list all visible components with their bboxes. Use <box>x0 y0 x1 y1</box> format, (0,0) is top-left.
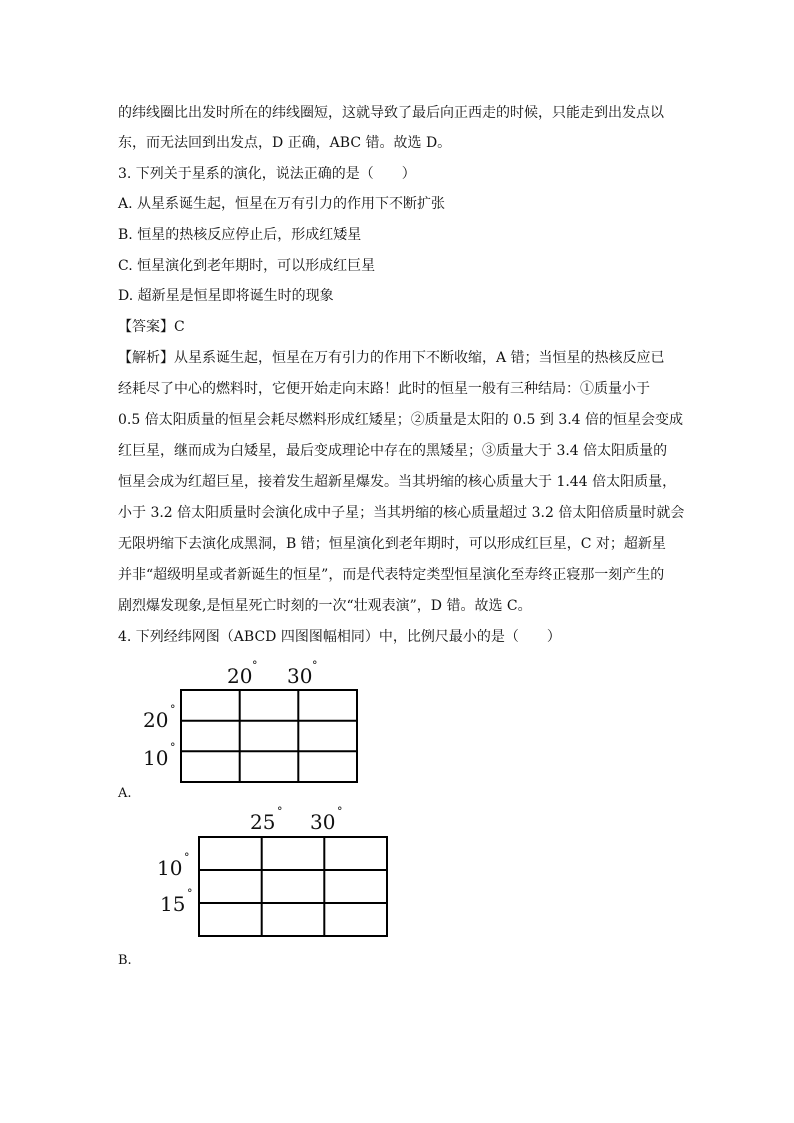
grid-a-longitude-label: 20 <box>227 664 253 688</box>
analysis-line: 恒星会成为红超巨星，接着发生超新星爆发。当其坍缩的核心质量大于 1.44 倍太阳质量， <box>118 474 677 490</box>
analysis-line: 并非“超级明星或者新诞生的恒星”，而是代表特定类型恒星演化至寿终正寝那一刻产生的 <box>118 567 665 583</box>
analysis-line: 【解析】从星系诞生起，恒星在万有引力的作用下不断收缩，A 错；当恒星的热核反应已 <box>118 350 665 366</box>
degree-symbol: ° <box>252 659 258 672</box>
option-b-label: B. <box>118 953 132 968</box>
analysis-line: 小于 3.2 倍太阳质量时会演化成中子星；当其坍缩的核心质量超过 3.2 倍太阳倍质量时就会 <box>118 505 685 521</box>
grid-a-latitude-label: 10 <box>143 746 169 770</box>
question-3: 3. 下列关于星系的演化，说法正确的是（ ） <box>118 166 416 182</box>
grid-b-longitude-label: 30 <box>310 810 336 834</box>
degree-symbol: ° <box>312 659 318 672</box>
option-c: C. 恒星演化到老年期时，可以形成红巨星 <box>118 258 376 274</box>
grid-b-border <box>199 837 387 936</box>
analysis-line: 经耗尽了中心的燃料时，它便开始走向末路！此时的恒星一般有三种结局：①质量小于 <box>118 381 650 397</box>
grid-a-longitude-label: 30 <box>287 664 313 688</box>
grid-b-latitude-label: 15 <box>160 892 186 916</box>
option-d: D. 超新星是恒星即将诞生时的现象 <box>118 288 334 304</box>
degree-symbol: ° <box>277 805 283 818</box>
analysis-line: 无限坍缩下去演化成黑洞，B 错；恒星演化到老年期时，可以形成红巨星，C 对；超新星 <box>118 536 666 552</box>
analysis-line: 红巨星，继而成为白矮星，最后变成理论中存在的黑矮星；③质量大于 3.4 倍太阳质量的 <box>118 443 668 459</box>
degree-symbol: ° <box>170 703 176 716</box>
text-line: 的纬线圈比出发时所在的纬线圈短，这就导致了最后向正西走的时候，只能走到出发点以 <box>118 105 664 121</box>
grid-b-latitude-label: 10 <box>157 856 183 880</box>
degree-symbol: ° <box>337 805 343 818</box>
question-4: 4. 下列经纬网图（ABCD 四图图幅相同）中，比例尺最小的是（ ） <box>118 629 561 645</box>
analysis-line: 0.5 倍太阳质量的恒星会耗尽燃料形成红矮星；②质量是太阳的 0.5 到 3.4 倍的恒星会变成 <box>118 412 684 428</box>
answer: 【答案】C <box>118 319 185 335</box>
grid-a-latitude-label: 20 <box>143 708 169 732</box>
option-a-label: A. <box>118 786 132 801</box>
degree-symbol: ° <box>184 851 190 864</box>
grid-a-border <box>181 690 357 782</box>
option-a: A. 从星系诞生起，恒星在万有引力的作用下不断扩张 <box>118 196 446 212</box>
option-b: B. 恒星的热核反应停止后，形成红矮星 <box>118 227 362 243</box>
analysis-line: 剧烈爆发现象,是恒星死亡时刻的一次“壮观表演”，D 错。故选 C。 <box>118 598 532 614</box>
grid-b-longitude-label: 25 <box>250 810 276 834</box>
text-line: 东，而无法回到出发点，D 正确，ABC 错。故选 D。 <box>118 135 452 151</box>
degree-symbol: ° <box>187 887 193 900</box>
degree-symbol: ° <box>170 741 176 754</box>
